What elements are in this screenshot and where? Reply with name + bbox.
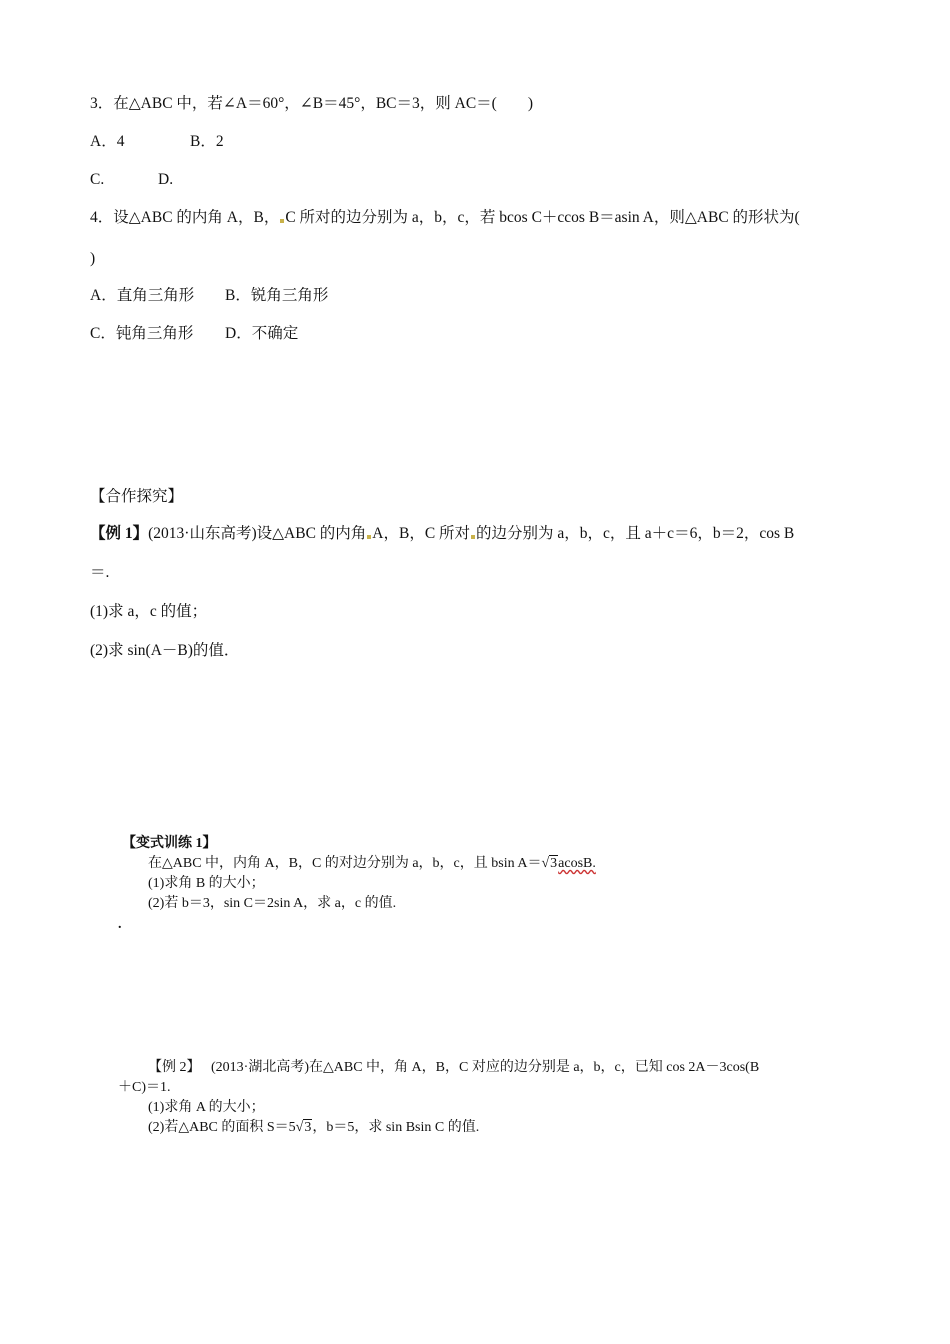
example2-q2-part1: (2)若△ABC 的面积 S＝5 bbox=[148, 1120, 296, 1135]
q3-stem: 3．在△ABC 中，若∠A＝60°，∠B＝45°，BC＝3，则 AC＝( ) bbox=[90, 95, 533, 112]
q4-stem bbox=[90, 208, 800, 228]
variant1-header: 【变式训练 1】 bbox=[122, 836, 217, 851]
sqrt-radicand: 3 bbox=[550, 856, 558, 871]
example2-stem bbox=[148, 1058, 759, 1078]
q4-stem-end: ) bbox=[90, 250, 96, 267]
variant1-question1: (1)求角 B 的大小； bbox=[148, 876, 265, 891]
example1-stem-end: ＝. bbox=[90, 564, 110, 581]
annotation-mark-icon bbox=[471, 535, 475, 539]
q3-option-b: B．2 bbox=[190, 133, 224, 150]
q4-option-b: B．锐角三角形 bbox=[225, 287, 329, 304]
sqrt-radicand: 3 bbox=[304, 1120, 312, 1135]
variant1-stem bbox=[148, 854, 596, 874]
q4-option-c: C．钝角三角形 bbox=[90, 325, 194, 342]
sqrt-symbol: √3 bbox=[295, 1120, 312, 1135]
example2-question2 bbox=[148, 1118, 479, 1138]
coop-header: 【合作探究】 bbox=[90, 488, 184, 505]
example2-question1: (1)求角 A 的大小； bbox=[148, 1100, 265, 1115]
example1-question2: (2)求 sin(A－B)的值． bbox=[90, 642, 240, 659]
variant1-stem-part2: acosB. bbox=[558, 856, 596, 871]
sqrt-symbol: √3 bbox=[541, 856, 558, 871]
annotation-mark-icon bbox=[367, 535, 371, 539]
example1-part2: A，B，C 所对 bbox=[372, 525, 471, 542]
variant1-question2: (2)若 b＝3，sin C＝2sin A，求 a，c 的值. bbox=[148, 896, 397, 911]
annotation-mark-icon bbox=[280, 219, 284, 223]
example1-part1: (2013·山东高考)设△ABC 的内角 bbox=[148, 525, 367, 542]
variant1-dot: . bbox=[118, 917, 122, 932]
example2-stem-part1: (2013·湖北高考)在△ABC 中，角 A，B，C 对应的边分别是 a，b，c，已知 cos 2A－3cos(B bbox=[211, 1060, 760, 1075]
q4-stem-part2: C 所对的边分别为 a，b，c，若 bcos C＋ccos B＝asin A，则△ABC 的形状为( bbox=[285, 209, 800, 226]
q4-option-d: D．不确定 bbox=[225, 325, 299, 342]
example2-label: 【例 2】 bbox=[148, 1060, 201, 1075]
variant1-stem-part1: 在△ABC 中，内角 A，B，C 的对边分别为 a，b，c，且 bsin A＝ bbox=[148, 856, 542, 871]
q3-option-c: C. bbox=[90, 171, 105, 188]
example1-stem bbox=[90, 524, 794, 544]
q4-stem-part1: 4．设△ABC 的内角 A，B， bbox=[90, 209, 280, 226]
example1-part3: 的边分别为 a，b，c，且 a＋c＝6，b＝2，cos B bbox=[476, 525, 795, 542]
q3-option-d: D. bbox=[158, 171, 174, 188]
example1-label: 【例 1】 bbox=[90, 525, 149, 542]
example1-question1: (1)求 a，c 的值； bbox=[90, 603, 208, 620]
example2-q2-part2: ，b＝5，求 sin Bsin C 的值. bbox=[312, 1120, 480, 1135]
q3-option-a: A．4 bbox=[90, 133, 125, 150]
q4-option-a: A．直角三角形 bbox=[90, 287, 195, 304]
example2-stem-part2: ＋C)＝1. bbox=[118, 1080, 171, 1095]
